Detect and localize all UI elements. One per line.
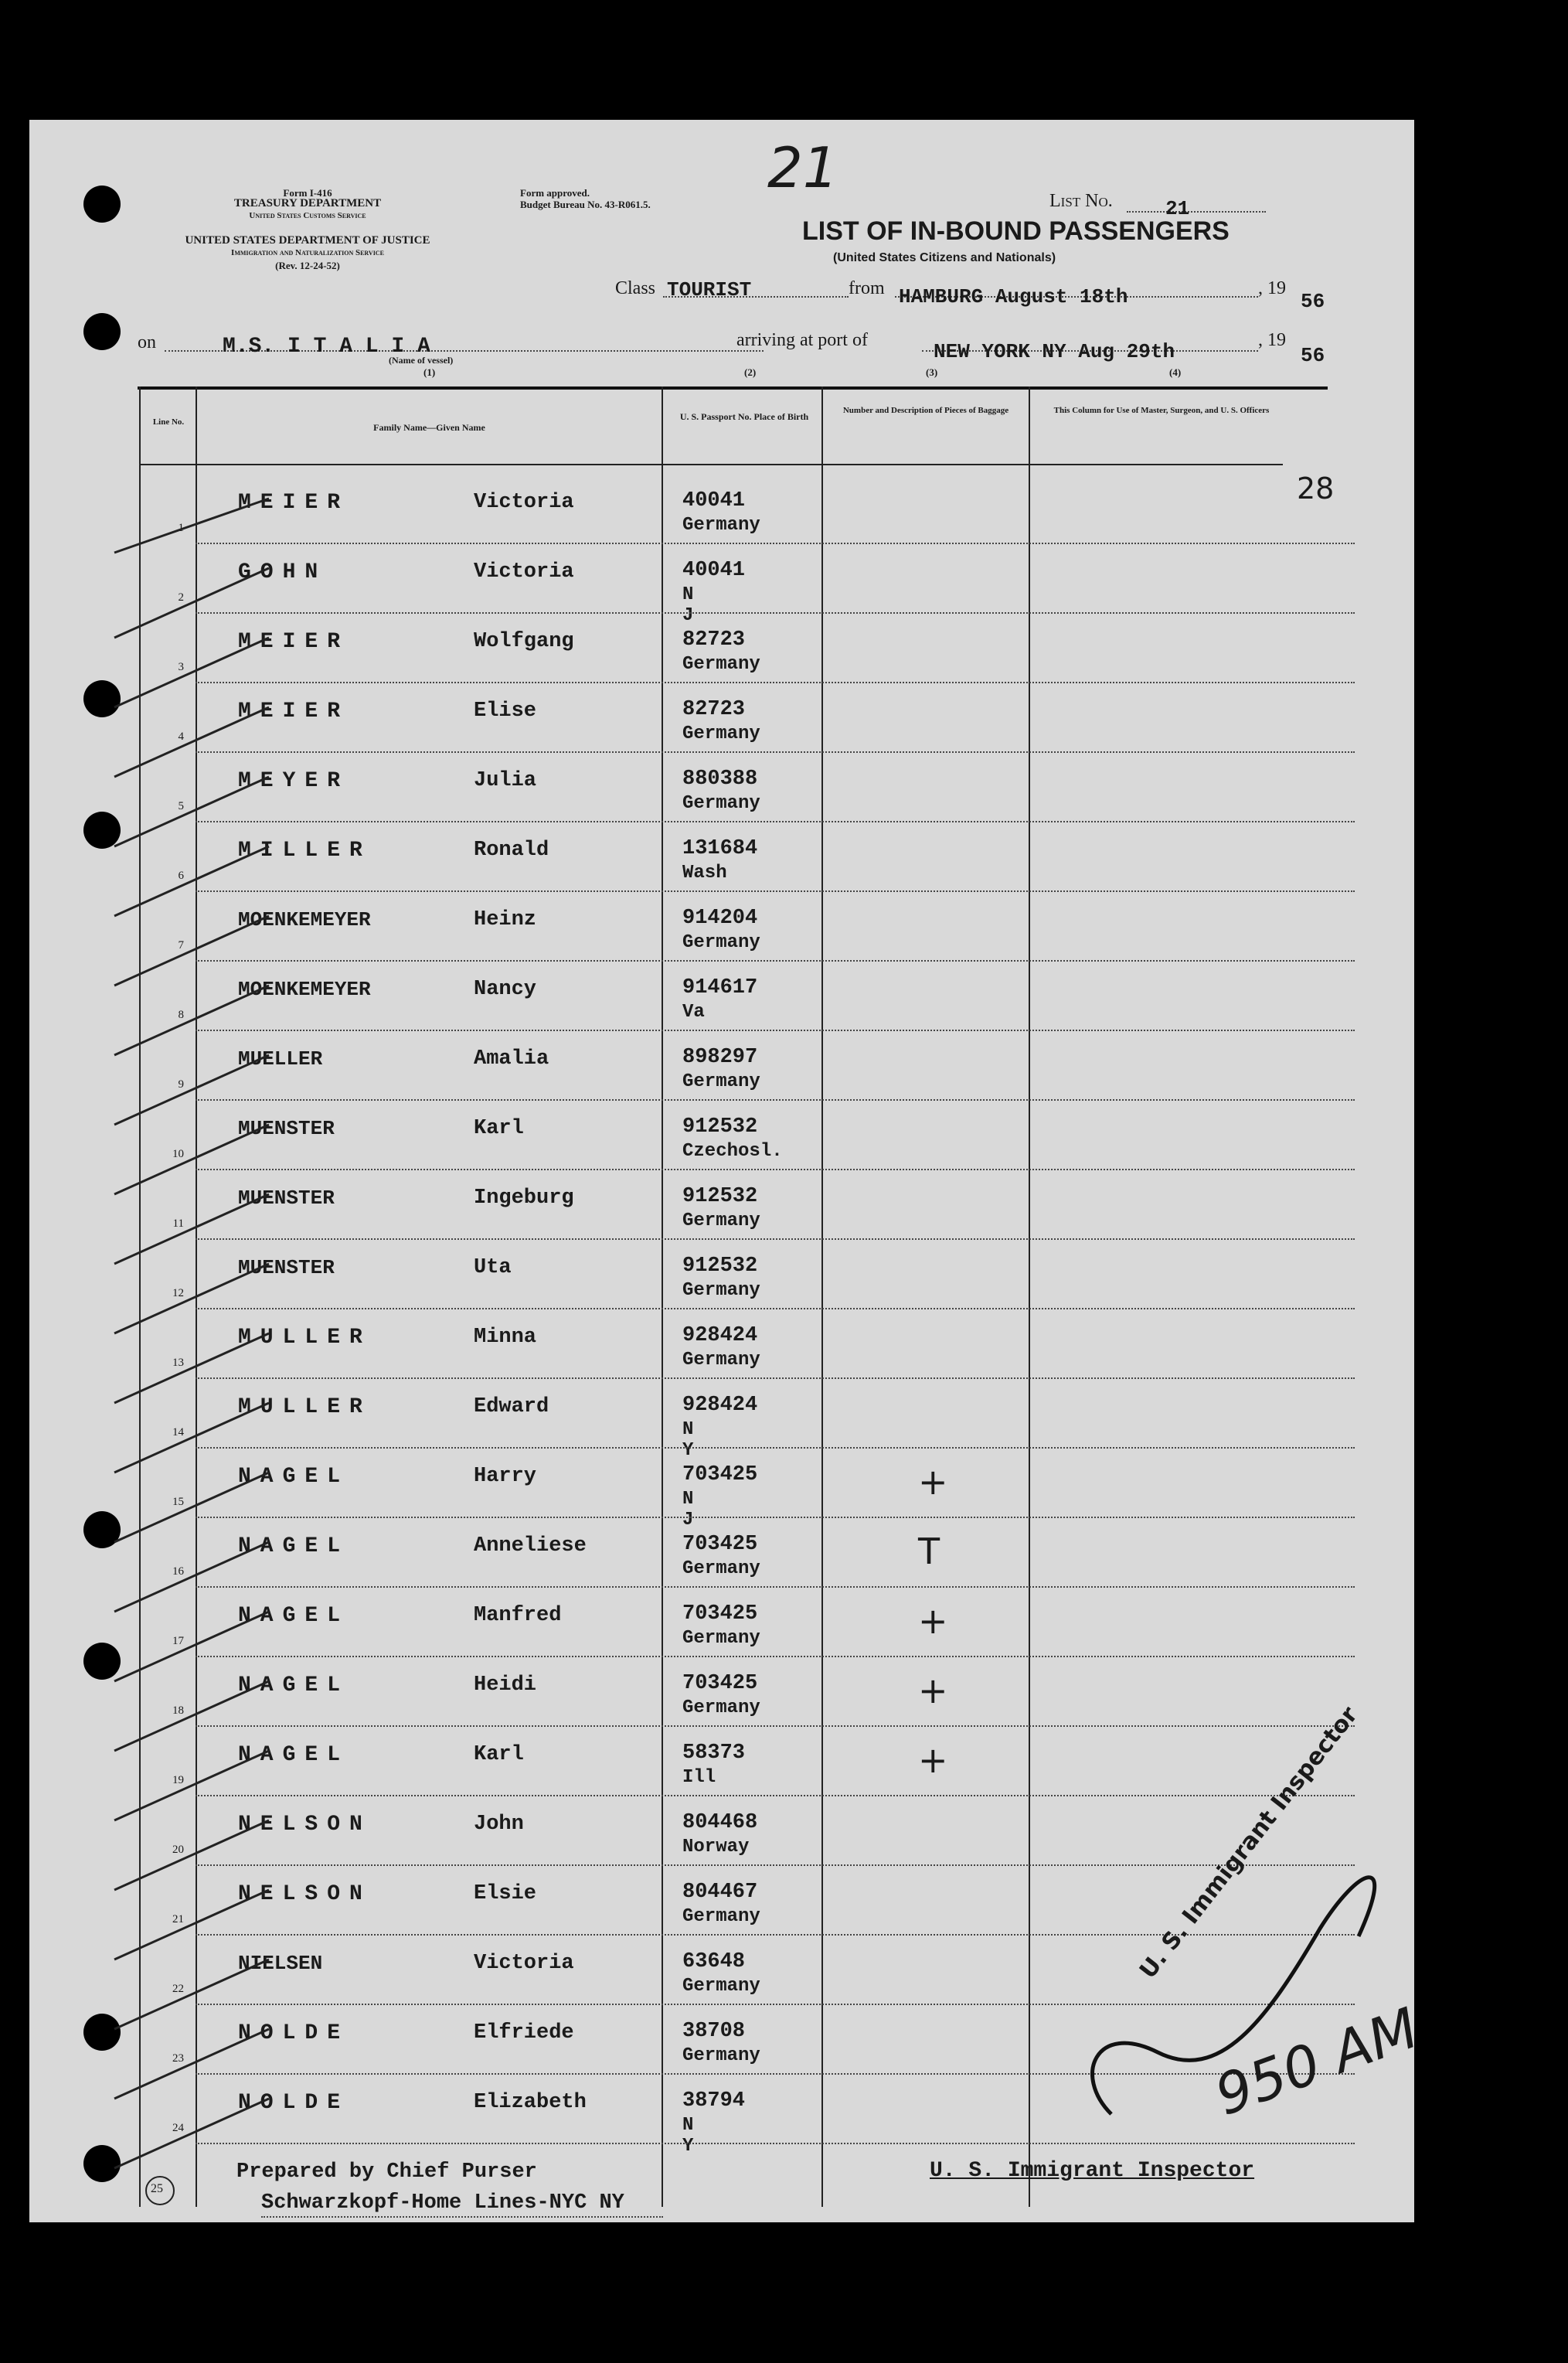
row-rule (196, 960, 1355, 962)
line-number: 13 (172, 1357, 184, 1369)
line-number: 15 (172, 1496, 184, 1508)
passport-number: 914204 (682, 907, 758, 930)
vessel-value: M.S. I T A L I A (223, 335, 430, 359)
agency-customs: United States Customs Service (249, 211, 366, 220)
line-number: 1 (178, 522, 184, 534)
baggage-mark: + (918, 1670, 948, 1711)
passport-number: 703425 (682, 1533, 758, 1556)
passport-number: 38794 (682, 2089, 746, 2113)
form-number: Form I-416 (283, 187, 332, 199)
prepared-by: Prepared by Chief Purser (236, 2160, 537, 2184)
given-name: Edward (474, 1395, 549, 1418)
row-rule (196, 890, 1355, 892)
place-of-birth: Czechosl. (682, 1141, 783, 1162)
punch-hole (83, 186, 121, 223)
given-name: Victoria (474, 491, 574, 514)
place-of-birth: Va (682, 1002, 705, 1023)
row-rule (196, 1517, 1355, 1518)
row-rule (196, 1377, 1355, 1379)
family-name: MOENKEMEYER (238, 908, 371, 931)
row-rule (196, 751, 1355, 753)
place-of-birth: Germany (682, 1280, 760, 1301)
line-number: 20 (172, 1844, 184, 1856)
row-rule (196, 1308, 1355, 1309)
line-number: 3 (178, 661, 184, 673)
line-number: 12 (172, 1287, 184, 1299)
passport-number: 40041 (682, 559, 746, 582)
place-of-birth: Germany (682, 1210, 760, 1231)
family-name: NAGEL (238, 1534, 350, 1558)
row-rule (196, 682, 1355, 683)
place-of-birth: Germany (682, 1628, 760, 1649)
given-name: Wolfgang (474, 630, 574, 653)
line-number: 19 (172, 1774, 184, 1786)
place-of-birth: Germany (682, 1697, 760, 1718)
inspector-signature (1065, 1820, 1389, 2145)
row-rule (196, 1586, 1355, 1588)
given-name: Heidi (474, 1674, 537, 1697)
line-number: 17 (172, 1635, 184, 1647)
given-name: Victoria (474, 1952, 574, 1975)
passport-number: 804468 (682, 1811, 758, 1834)
place-of-birth: Germany (682, 2045, 760, 2066)
manifest-page (29, 120, 1427, 2222)
place-of-birth: N Y (682, 1419, 694, 1461)
passport-number: 63648 (682, 1950, 746, 1973)
arriving-label: arriving at port of (736, 330, 868, 350)
class-label: Class (615, 278, 656, 298)
passport-number: 914617 (682, 976, 758, 999)
line-25-number: 25 (151, 2182, 163, 2195)
family-name: MULLER (238, 1395, 372, 1419)
place-of-birth: Germany (682, 1071, 760, 1092)
passport-number: 58373 (682, 1742, 746, 1765)
passport-number: 703425 (682, 1463, 758, 1486)
purser-company: Schwarzkopf-Home Lines-NYC NY (261, 2191, 624, 2215)
agency-treasury: TREASURY DEPARTMENT (233, 197, 382, 209)
baggage-mark: + (918, 1739, 948, 1781)
passport-number: 40041 (682, 489, 746, 512)
row-rule (196, 1725, 1355, 1727)
place-of-birth: N Y (682, 2115, 694, 2157)
passport-number: 38708 (682, 2020, 746, 2043)
table-top-border (138, 386, 1328, 390)
given-name: Elsie (474, 1882, 537, 1905)
row-rule (196, 821, 1355, 822)
family-name: NAGEL (238, 1604, 350, 1628)
given-name: Heinz (474, 908, 537, 931)
company-underline (261, 2216, 663, 2218)
row-rule (196, 1795, 1355, 1796)
family-name: NOLDE (238, 2021, 350, 2045)
row-rule (196, 1238, 1355, 1240)
row-rule (196, 1656, 1355, 1657)
family-name: MILLER (238, 839, 372, 863)
passport-number: 928424 (682, 1324, 758, 1347)
given-name: Elise (474, 700, 537, 723)
row-rule (196, 1169, 1355, 1170)
on-label: on (138, 332, 156, 352)
place-of-birth: Germany (682, 932, 760, 953)
given-name: John (474, 1813, 524, 1836)
col-num-1: (1) (423, 366, 436, 378)
family-name: GOHN (238, 560, 328, 584)
line-number: 8 (178, 1009, 184, 1021)
form-approved: Form approved. (520, 187, 590, 199)
passport-number: 131684 (682, 837, 758, 860)
list-no-underline (1127, 211, 1266, 213)
passport-number: 898297 (682, 1046, 758, 1069)
header-bottom-rule (139, 464, 1283, 465)
col-header-line: Line No. (152, 417, 185, 427)
passport-number: 912532 (682, 1255, 758, 1278)
baggage-mark: T (918, 1531, 940, 1572)
given-name: Manfred (474, 1604, 562, 1627)
place-of-birth: Germany (682, 1350, 760, 1370)
place-of-birth: Germany (682, 1906, 760, 1927)
place-of-birth: Germany (682, 724, 760, 744)
inspector-stamp-time: 950 AM (1206, 1995, 1427, 2128)
family-name: NAGEL (238, 1465, 350, 1489)
given-name: Karl (474, 1743, 524, 1766)
place-of-birth: N J (682, 584, 694, 626)
place-of-birth: Germany (682, 654, 760, 675)
line-number: 18 (172, 1704, 184, 1717)
form-title: LIST OF IN-BOUND PASSENGERS (802, 216, 1230, 246)
given-name: Ronald (474, 839, 549, 862)
given-name: Karl (474, 1117, 524, 1140)
family-name: NELSON (238, 1882, 372, 1906)
form-revision: (Rev. 12-24-52) (275, 260, 340, 271)
passport-number: 82723 (682, 698, 746, 721)
family-name: MEIER (238, 700, 350, 724)
given-name: Minna (474, 1326, 537, 1349)
agency-justice: UNITED STATES DEPARTMENT OF JUSTICE (185, 234, 430, 247)
family-name: MUENSTER (238, 1187, 335, 1210)
family-name: MOENKEMEYER (238, 978, 371, 1001)
family-name: NELSON (238, 1813, 372, 1837)
port-value: NEW YORK NY Aug 29th (934, 340, 1175, 363)
passport-number: 880388 (682, 768, 758, 791)
place-of-birth: Germany (682, 1976, 760, 1997)
given-name: Amalia (474, 1047, 549, 1071)
year-label-1: , 19 (1258, 278, 1286, 298)
year-value-1: 56 (1301, 290, 1325, 313)
punch-hole (83, 313, 121, 350)
baggage-mark: + (918, 1461, 948, 1503)
line-number: 14 (172, 1426, 184, 1439)
row-rule (196, 543, 1355, 544)
given-name: Harry (474, 1465, 537, 1488)
passport-number: 703425 (682, 1602, 758, 1626)
family-name: MUENSTER (238, 1256, 335, 1279)
family-name: NAGEL (238, 1743, 350, 1767)
vessel-caption: (Name of vessel) (389, 355, 454, 366)
row-rule (196, 1099, 1355, 1101)
passport-number: 82723 (682, 628, 746, 652)
place-of-birth: Norway (682, 1837, 750, 1857)
place-of-birth: Ill (682, 1767, 716, 1788)
given-name: Ingeburg (474, 1187, 574, 1210)
place-of-birth: Germany (682, 1558, 760, 1579)
place-of-birth: N J (682, 1489, 694, 1531)
family-name: MULLER (238, 1326, 372, 1350)
year-label-2: , 19 (1258, 330, 1286, 350)
col-header-baggage: Number and Description of Pieces of Baggage (842, 406, 1009, 415)
family-name: NAGEL (238, 1674, 350, 1697)
line-number: 10 (172, 1148, 184, 1160)
from-label: from (849, 278, 885, 298)
given-name: Victoria (474, 560, 574, 584)
class-value: TOURIST (667, 278, 752, 301)
from-value: HAMBURG August 18th (899, 285, 1128, 308)
col-num-3: (3) (926, 366, 938, 378)
given-name: Anneliese (474, 1534, 587, 1558)
form-subtitle: (United States Citizens and Nationals) (833, 251, 1056, 264)
family-name: NIELSEN (238, 1952, 323, 1975)
col-num-4: (4) (1169, 366, 1182, 378)
passport-number: 928424 (682, 1394, 758, 1417)
line-number: 23 (172, 2052, 184, 2065)
family-name: MEIER (238, 491, 350, 515)
line-number: 5 (178, 800, 184, 812)
year-value-2: 56 (1301, 344, 1325, 367)
family-name: MUELLER (238, 1047, 323, 1071)
place-of-birth: Wash (682, 863, 727, 884)
row-rule (196, 1447, 1355, 1449)
given-name: Uta (474, 1256, 512, 1279)
inspector-stamp: U. S. Immigrant Inspector (1134, 1701, 1364, 1984)
col-header-officers: This Column for Use of Master, Surgeon, and U. S. Officers (1053, 406, 1270, 415)
col-header-name: Family Name—Given Name (373, 422, 485, 433)
passport-number: 804467 (682, 1881, 758, 1904)
line-number: 9 (178, 1078, 184, 1091)
given-name: Elizabeth (474, 2091, 587, 2114)
passport-number: 912532 (682, 1115, 758, 1139)
handwritten-page-ref: 28 (1297, 472, 1335, 506)
row-rule (196, 1030, 1355, 1031)
line-number: 7 (178, 939, 184, 952)
list-no-label: List No. (1049, 191, 1113, 211)
line-number: 22 (172, 1983, 184, 1995)
line-number: 2 (178, 591, 184, 604)
handwritten-sheet-number: 21 (767, 135, 838, 200)
col-header-passport: U. S. Passport No. Place of Birth (679, 411, 809, 422)
budget-bureau: Budget Bureau No. 43-R061.5. (520, 199, 651, 210)
family-name: MUENSTER (238, 1117, 335, 1140)
row-rule (196, 612, 1355, 614)
given-name: Julia (474, 769, 537, 792)
inspector-typed: U. S. Immigrant Inspector (930, 2159, 1255, 2183)
line-number: 21 (172, 1913, 184, 1925)
line-number: 4 (178, 730, 184, 743)
family-name: MEIER (238, 630, 350, 654)
list-no-value: 21 (1165, 197, 1190, 220)
given-name: Elfriede (474, 2021, 574, 2045)
col-num-2: (2) (744, 366, 757, 378)
line-number: 11 (172, 1217, 184, 1230)
place-of-birth: Germany (682, 515, 760, 536)
line-number: 16 (172, 1565, 184, 1578)
passport-number: 703425 (682, 1672, 758, 1695)
line-number: 6 (178, 870, 184, 882)
line-number: 24 (172, 2122, 184, 2134)
place-of-birth: Germany (682, 793, 760, 814)
checkmark-scrawls (107, 483, 292, 2184)
given-name: Nancy (474, 978, 537, 1001)
passport-number: 912532 (682, 1185, 758, 1208)
agency-ins: Immigration and Naturalization Service (231, 248, 384, 257)
family-name: NOLDE (238, 2091, 350, 2115)
baggage-mark: + (918, 1600, 948, 1642)
family-name: MEYER (238, 769, 350, 793)
